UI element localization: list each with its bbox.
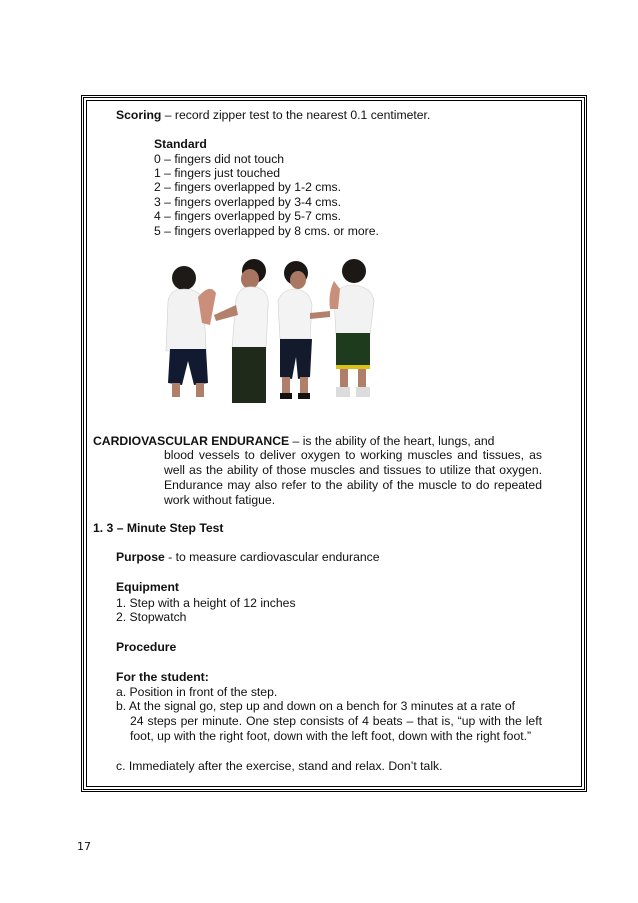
test-title: 1. 3 – Minute Step Test (93, 521, 224, 535)
standard-item: 0 – fingers did not touch (154, 152, 285, 166)
cardio-term: CARDIOVASCULAR ENDURANCE (93, 434, 290, 448)
standard-item: 5 – fingers overlapped by 8 cms. or more. (154, 224, 379, 238)
procedure-step-continued: 24 steps per minute. One step consists of 4 beats – that is, “up with the left foot, up with the right foot, down with the left foot, down with the right foot.” (130, 714, 542, 743)
standard-heading: Standard (154, 137, 207, 151)
procedure-step: a. Position in front of the step. (116, 685, 278, 699)
standard-item: 1 – fingers just touched (154, 166, 281, 180)
scoring-text: – record zipper test to the nearest 0.1 centimeter. (161, 108, 431, 122)
purpose-line (116, 550, 380, 565)
equipment-item: 1. Step with a height of 12 inches (116, 596, 296, 610)
student-heading: For the student: (116, 670, 209, 684)
scoring-label: Scoring (116, 108, 162, 122)
right-photo (278, 259, 374, 399)
procedure-step: b. At the signal go, step up and down on a bench for 3 minutes at a rate of (116, 699, 516, 713)
equipment-heading: Equipment (116, 580, 179, 594)
standard-item: 2 – fingers overlapped by 1-2 cms. (154, 180, 341, 194)
equipment-item: 2. Stopwatch (116, 610, 187, 624)
standard-item: 3 – fingers overlapped by 3-4 cms. (154, 195, 341, 209)
left-photo (166, 259, 268, 403)
procedure-step: c. Immediately after the exercise, stand and relax. Don’t talk. (116, 759, 443, 773)
procedure-heading: Procedure (116, 640, 177, 654)
cardio-first-text: – is the ability of the heart, lungs, and (289, 434, 495, 448)
zipper-test-photos (158, 253, 388, 405)
cardio-definition: blood vessels to deliver oxygen to working muscles and tissues, as well as the ability of those muscles and tissues to utilize that oxygen. Endurance may also refer to the ability of the muscle to do repeated work without fatigue. (164, 448, 542, 507)
scoring-line (116, 108, 430, 123)
purpose-text: - to measure cardiovascular endurance (164, 550, 380, 564)
cardio-first-line (93, 434, 494, 449)
standard-item: 4 – fingers overlapped by 5-7 cms. (154, 209, 341, 223)
purpose-label: Purpose (116, 550, 165, 564)
page-number: 17 (77, 840, 91, 853)
